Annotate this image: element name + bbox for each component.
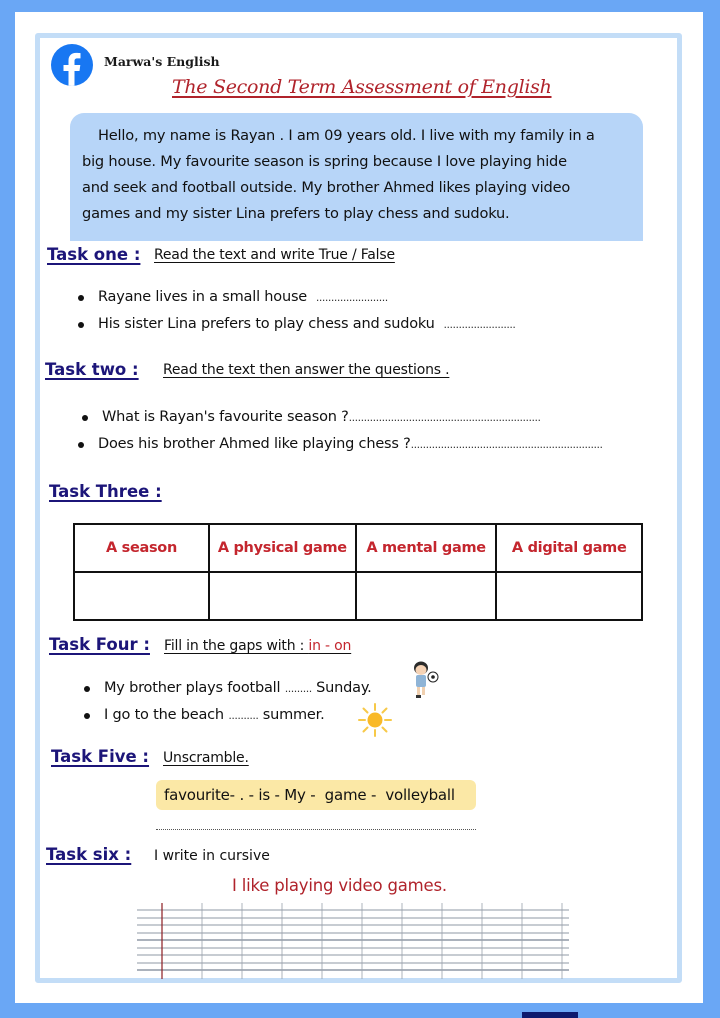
list-item: His sister Lina prefers to play chess and sudoku ........................ <box>78 311 515 338</box>
list-item: What is Rayan's favourite season ?................................................................ <box>82 404 606 431</box>
facebook-icon <box>51 44 93 86</box>
brand-name: Marwa's English <box>104 54 220 69</box>
list-item: My brother plays football ......... Sunday. <box>84 675 372 702</box>
answer-line[interactable] <box>156 829 476 830</box>
task-three-heading: Task Three : <box>49 482 162 501</box>
cursive-writing-grid[interactable] <box>137 903 569 979</box>
model-sentence: I like playing video games. <box>232 876 447 895</box>
answer-blank[interactable]: ................................................................ <box>410 438 603 451</box>
options: in - on <box>308 638 352 654</box>
boy-football-icon <box>408 658 440 700</box>
passage-line: big house. My favourite season is spring because I love playing hide <box>82 153 567 170</box>
table-header-row <box>74 524 642 572</box>
answer-blank[interactable]: .......... <box>228 709 259 722</box>
table-row <box>74 572 642 620</box>
answer-cell[interactable] <box>356 572 497 620</box>
column-header: A physical game <box>209 524 356 572</box>
task-one-list <box>78 284 515 338</box>
task-five-instruction: Unscramble. <box>163 750 249 766</box>
task-two-instruction: Read the text then answer the questions . <box>163 362 450 378</box>
column-header: A season <box>74 524 209 572</box>
column-header: A digital game <box>496 524 642 572</box>
scrambled-words: favourite- . - is - My - game - volleyball <box>156 780 476 810</box>
task-six-instruction: I write in cursive <box>154 848 270 864</box>
task-two-heading: Task two : <box>45 360 139 379</box>
sun-icon <box>358 703 392 737</box>
task-two-list <box>82 404 606 458</box>
answer-blank[interactable]: ......... <box>284 682 312 695</box>
task-four-heading: Task Four : <box>49 635 150 654</box>
passage-line: and seek and football outside. My brother Ahmed likes playing video <box>82 179 571 196</box>
task-one-heading: Task one : <box>47 245 141 264</box>
answer-blank[interactable]: ................................................................ <box>348 411 541 424</box>
answer-cell[interactable] <box>74 572 209 620</box>
task-six-heading: Task six : <box>46 845 132 864</box>
classification-table <box>73 523 643 621</box>
page-title: The Second Term Assessment of English <box>172 76 552 98</box>
list-item: Does his brother Ahmed like playing chess ?................................................................ <box>78 431 602 458</box>
task-one-instruction: Read the text and write True / False <box>154 247 395 263</box>
list-item: Rayane lives in a small house ........................ <box>78 284 515 311</box>
column-header: A mental game <box>356 524 497 572</box>
passage-line: games and my sister Lina prefers to play chess and sudoku. <box>82 205 510 222</box>
answer-cell[interactable] <box>496 572 642 620</box>
answer-blank[interactable]: ........................ <box>315 291 388 304</box>
answer-blank[interactable]: ........................ <box>443 318 516 331</box>
passage-line: Hello, my name is Rayan . I am 09 years old. I live with my family in a <box>98 127 595 144</box>
reading-passage <box>70 113 643 241</box>
bottom-tab <box>522 1012 578 1018</box>
task-four-instruction: Fill in the gaps with : in - on <box>164 638 352 654</box>
answer-cell[interactable] <box>209 572 356 620</box>
task-five-heading: Task Five : <box>51 747 150 766</box>
list-item: I go to the beach .......... summer. <box>84 702 372 729</box>
task-four-list <box>84 675 372 729</box>
